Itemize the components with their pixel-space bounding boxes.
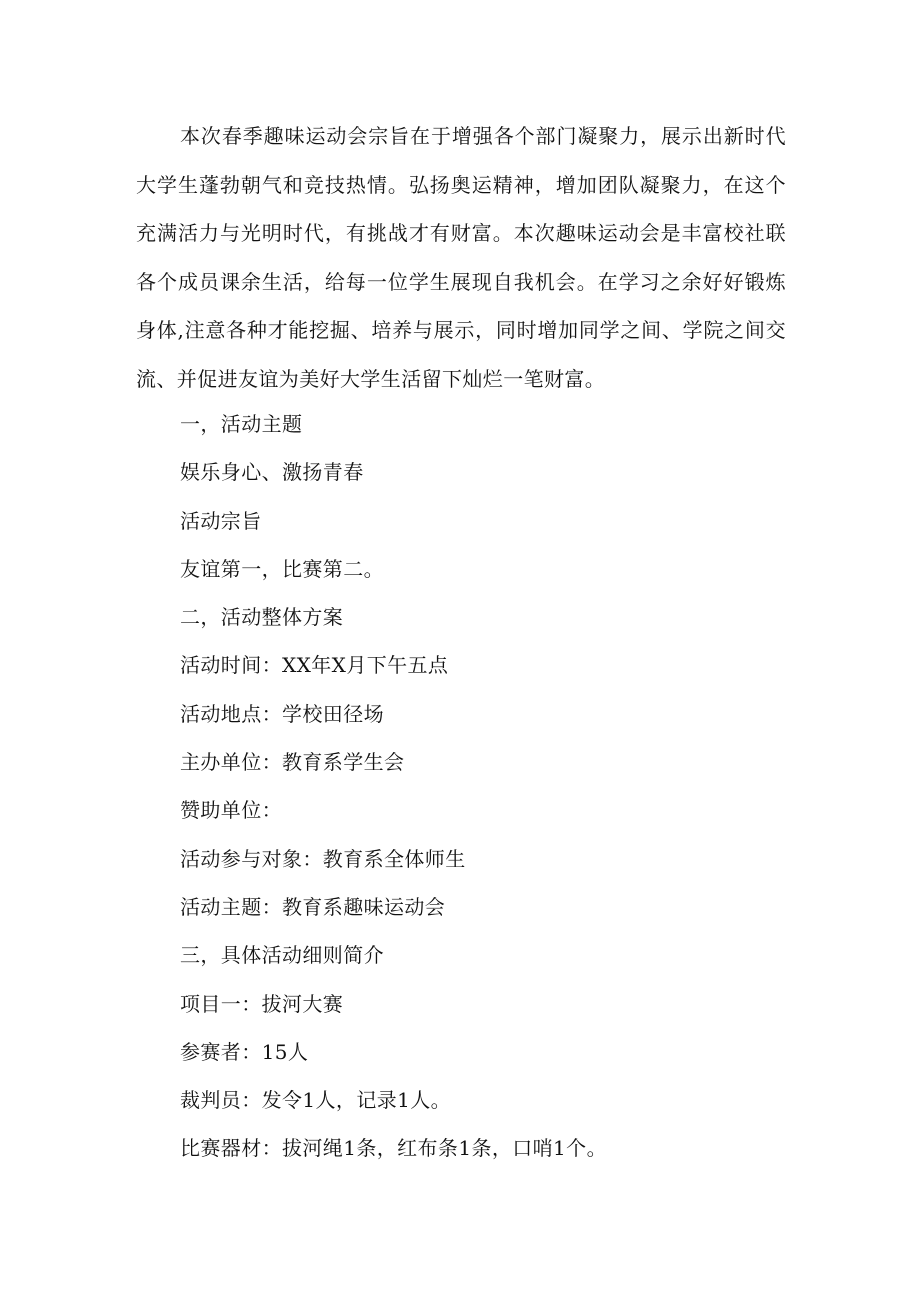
activity-time-line: 活动时间：XX年X月下午五点 (180, 653, 449, 678)
event-one-participants: 参赛者：15人 (180, 1039, 309, 1064)
section-heading-activity-theme: 一，活动主题 (180, 412, 303, 436)
section-heading-activity-details: 三，具体活动细则简介 (180, 943, 384, 968)
activity-purpose-text: 友谊第一，比赛第二。 (180, 556, 384, 581)
activity-location-line: 活动地点：学校田径场 (180, 701, 384, 726)
document-body-lines (180, 400, 800, 1173)
intro-paragraph: 本次春季趣味运动会宗旨在于增强各个部门凝聚力，展示出新时代大学生蓬勃朝气和竞技热情。弘扬奥运精神，增加团队凝聚力，在这个充满活力与光明时代，有挑战才有财富。本次趣味运动会是丰富校社联各个成员课余生活，给每一位学生展现自我机会。在学习之余好好锻炼身体,注意各种才能挖掘、培养与展示，同时增加同学之间、学院之间交流、并促进友谊为美好大学生活留下灿烂一笔财富。 (136, 124, 786, 391)
sponsor-line: 赞助单位： (180, 798, 282, 823)
participants-line: 活动参与对象：教育系全体师生 (180, 846, 466, 871)
event-one-referees: 裁判员：发令1人，记录1人。 (180, 1088, 452, 1113)
organizer-line: 主办单位：教育系学生会 (180, 750, 405, 775)
event-one-title: 项目一：拔河大赛 (180, 991, 344, 1016)
activity-theme-text: 娱乐身心、激扬青春 (180, 460, 364, 485)
activity-subject-line: 活动主题：教育系趣味运动会 (180, 894, 446, 919)
event-one-equipment: 比赛器材：拔河绳1条，红布条1条，口哨1个。 (180, 1136, 607, 1161)
section-heading-overall-plan: 二，活动整体方案 (180, 605, 344, 630)
activity-purpose-label: 活动宗旨 (180, 508, 262, 533)
